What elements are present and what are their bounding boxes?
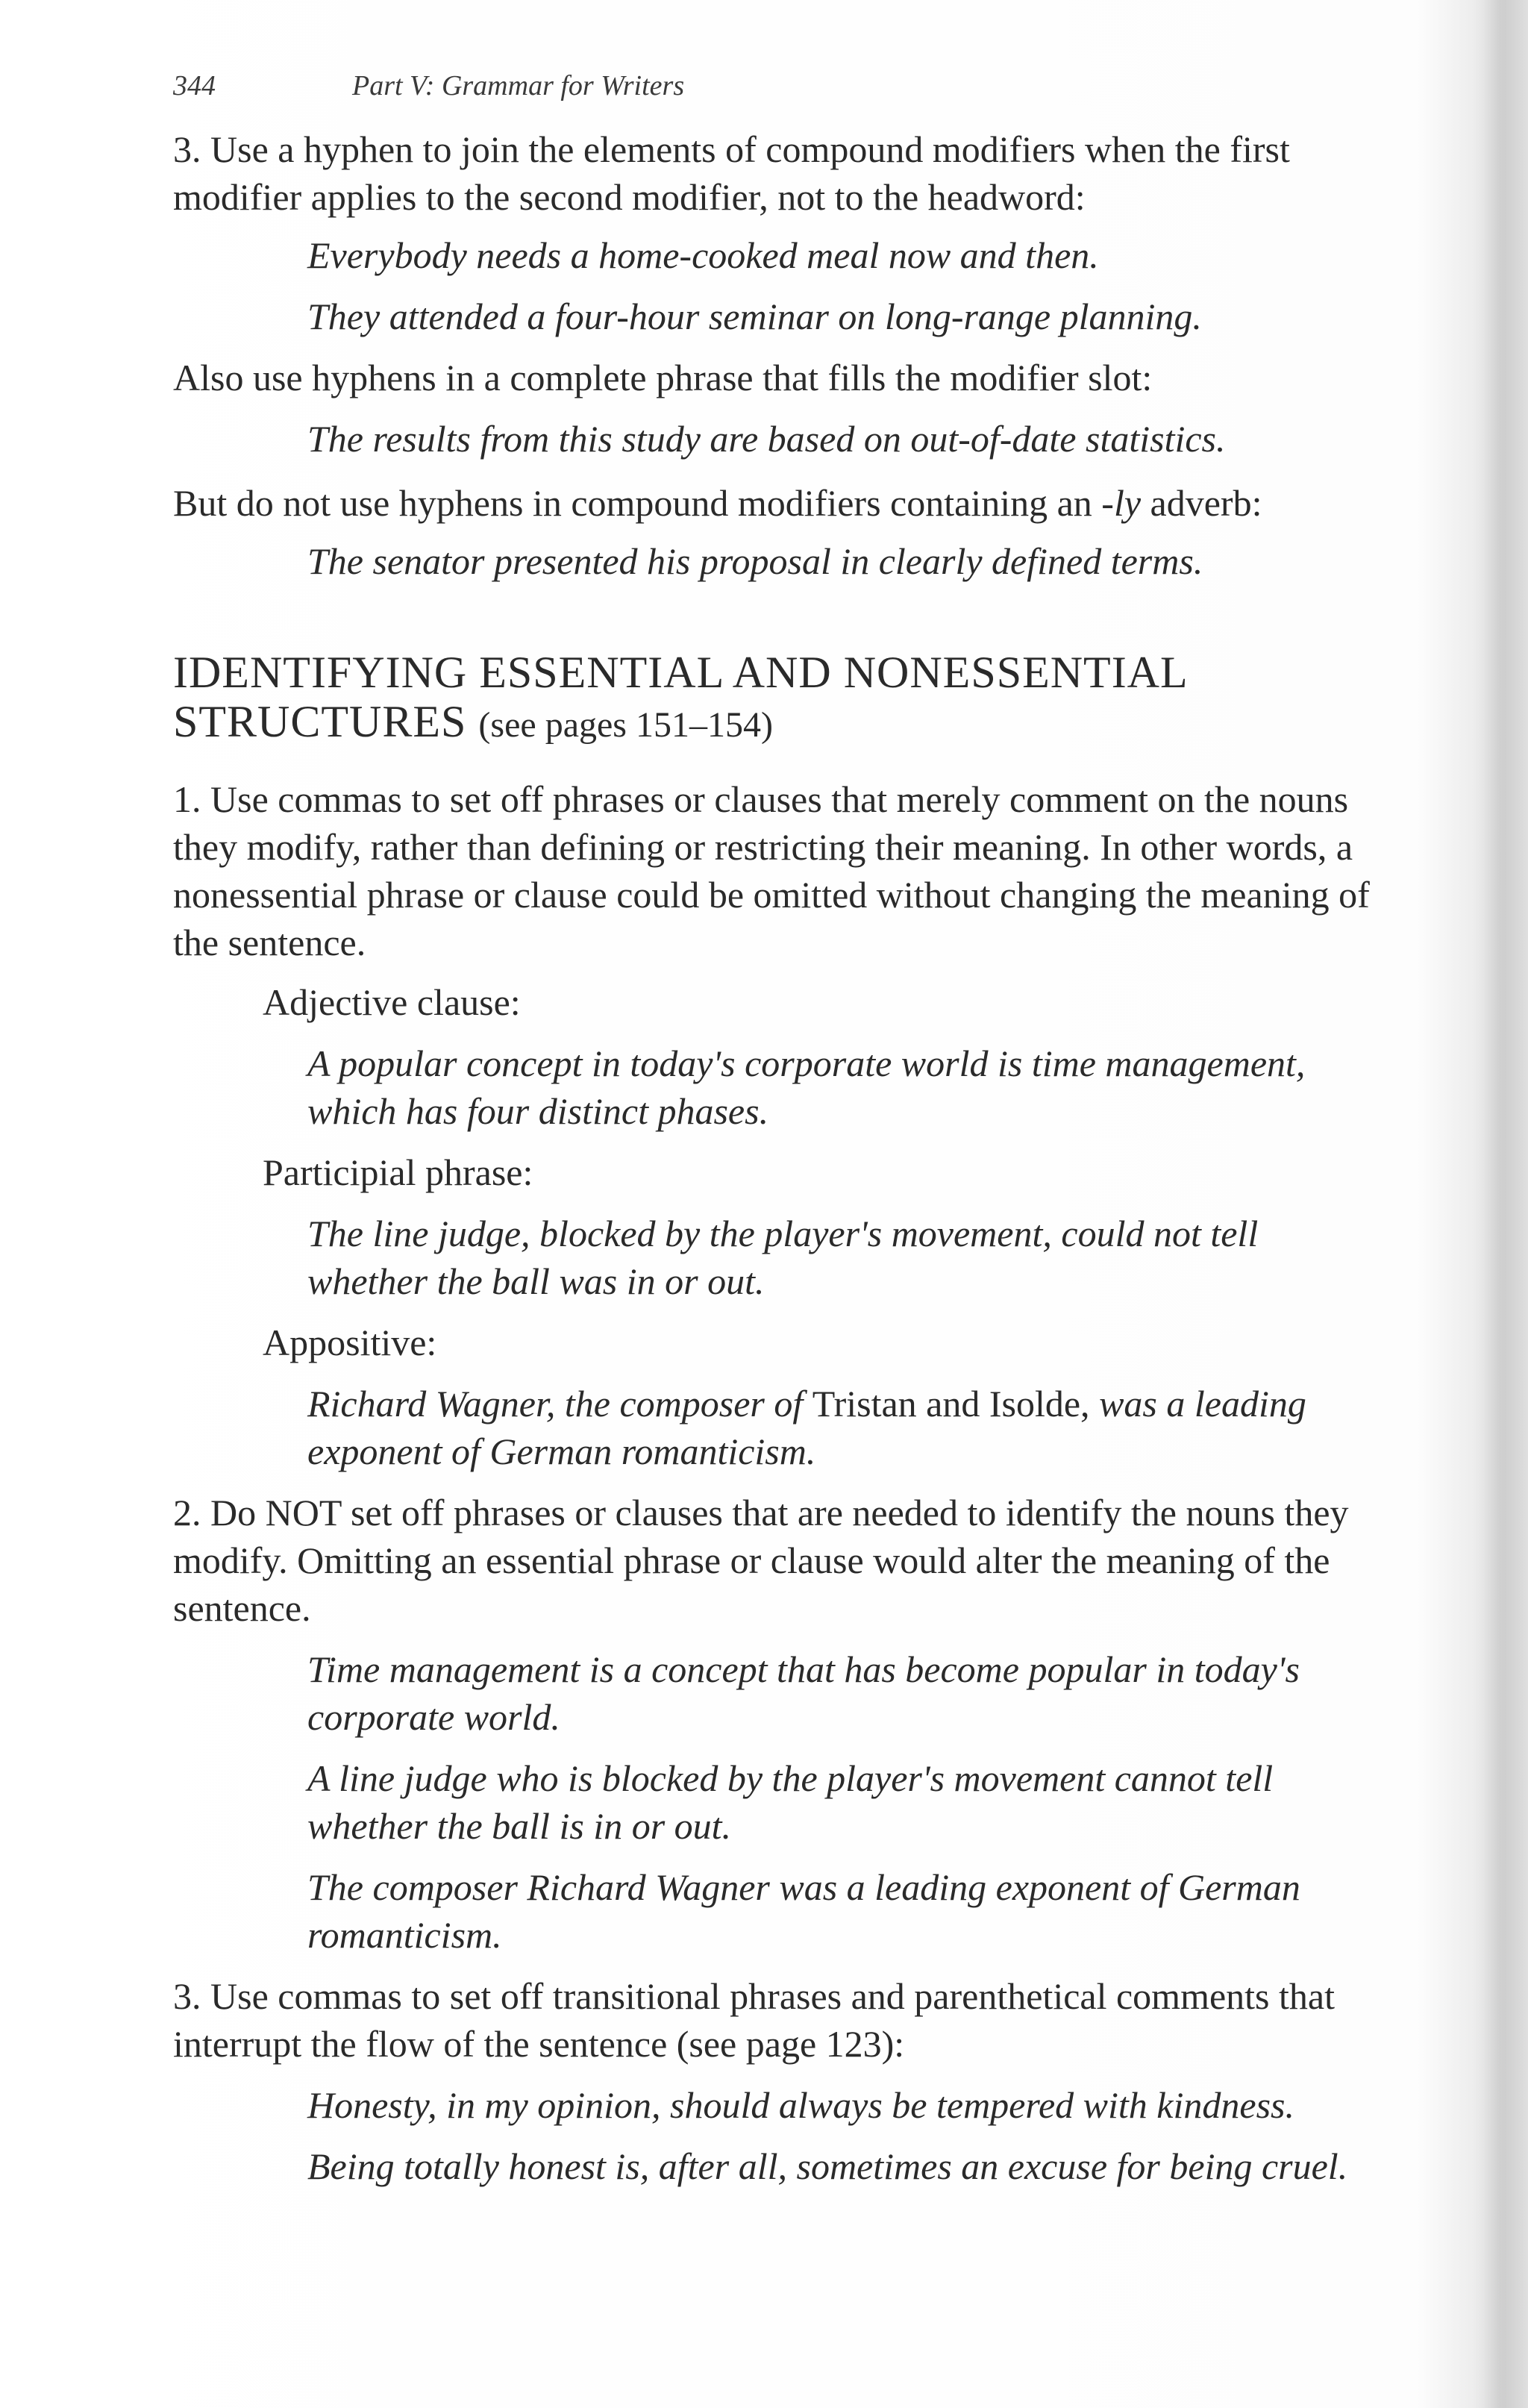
- s3-but-paragraph: [173, 479, 1382, 527]
- appositive-example: [173, 1380, 1382, 1475]
- appositive-example-title: Tristan and Isolde,: [812, 1383, 1090, 1425]
- s3-but-pre: But do not use hyphens in compound modifiers containing an: [173, 482, 1102, 524]
- adjective-clause-label: Adjective clause:: [263, 981, 521, 1023]
- participial-phrase-example: The line judge, blocked by the player's movement, could not tell whether the ball was in or out.: [307, 1213, 1259, 1302]
- appositive-example-post: was a leading exponent of German romanticism.: [307, 1383, 1306, 1472]
- section-heading-ref: (see pages 151–154): [478, 705, 773, 745]
- running-head: [173, 60, 1382, 112]
- s3-intro-paragraph: 3. Use a hyphen to join the elements of compound modifiers when the first modifier applies to the second modifier, not to the headword:: [173, 128, 1290, 218]
- s3-example-3: The results from this study are based on out-of-date statistics.: [307, 418, 1226, 460]
- page-content: [173, 60, 1382, 2190]
- adjective-clause-example: A popular concept in today's corporate world is time management, which has four distinct phases.: [307, 1042, 1306, 1132]
- s3-example-4: The senator presented his proposal in clearly defined terms.: [307, 540, 1203, 582]
- item2-paragraph: 2. Do NOT set off phrases or clauses that are needed to identify the nouns they modify. Omitting an essential phrase or clause would alter the meaning of the sentence.: [173, 1492, 1349, 1629]
- running-head-title: Part V: Grammar for Writers: [352, 70, 685, 101]
- s3-but-ly: -ly: [1101, 482, 1142, 524]
- appositive-example-pre: Richard Wagner, the composer of: [307, 1383, 812, 1425]
- spine-shadow: [1483, 0, 1528, 2408]
- item3-example-1: Honesty, in my opinion, should always be tempered with kindness.: [307, 2084, 1294, 2126]
- item2-example-2: A line judge who is blocked by the player's movement cannot tell whether the ball is in or out.: [307, 1757, 1274, 1847]
- s3-also-paragraph: Also use hyphens in a complete phrase that fills the modifier slot:: [173, 357, 1153, 398]
- s3-but-post: adverb:: [1141, 482, 1262, 524]
- item1-paragraph: 1. Use commas to set off phrases or clauses that merely comment on the nouns they modify, rather than defining or restricting their meaning. In other words, a nonessential phrase or clause could be omitted without changing the meaning of the sentence.: [173, 778, 1370, 963]
- item3-paragraph: 3. Use commas to set off transitional phrases and parenthetical comments that interrupt the flow of the sentence (see page 123):: [173, 1975, 1335, 2065]
- s3-intro-block: [173, 112, 1382, 221]
- item3-example-2: Being totally honest is, after all, sometimes an excuse for being cruel.: [307, 2145, 1348, 2187]
- s3-example-2: They attended a four-hour seminar on long-range planning.: [307, 295, 1202, 337]
- s3-example-1: Everybody needs a home-cooked meal now and then.: [307, 234, 1099, 276]
- item2-example-3: The composer Richard Wagner was a leading exponent of German romanticism.: [307, 1866, 1300, 1956]
- section-heading-line2: STRUCTURES: [173, 697, 467, 746]
- participial-phrase-label: Participial phrase:: [263, 1151, 533, 1193]
- section-heading-line1: IDENTIFYING ESSENTIAL AND NONESSENTIAL: [173, 648, 1189, 697]
- item2-example-1: Time management is a concept that has become popular in today's corporate world.: [307, 1648, 1300, 1738]
- page-number: 344: [173, 70, 216, 101]
- appositive-label: Appositive:: [263, 1322, 437, 1363]
- section-heading: [173, 648, 1382, 750]
